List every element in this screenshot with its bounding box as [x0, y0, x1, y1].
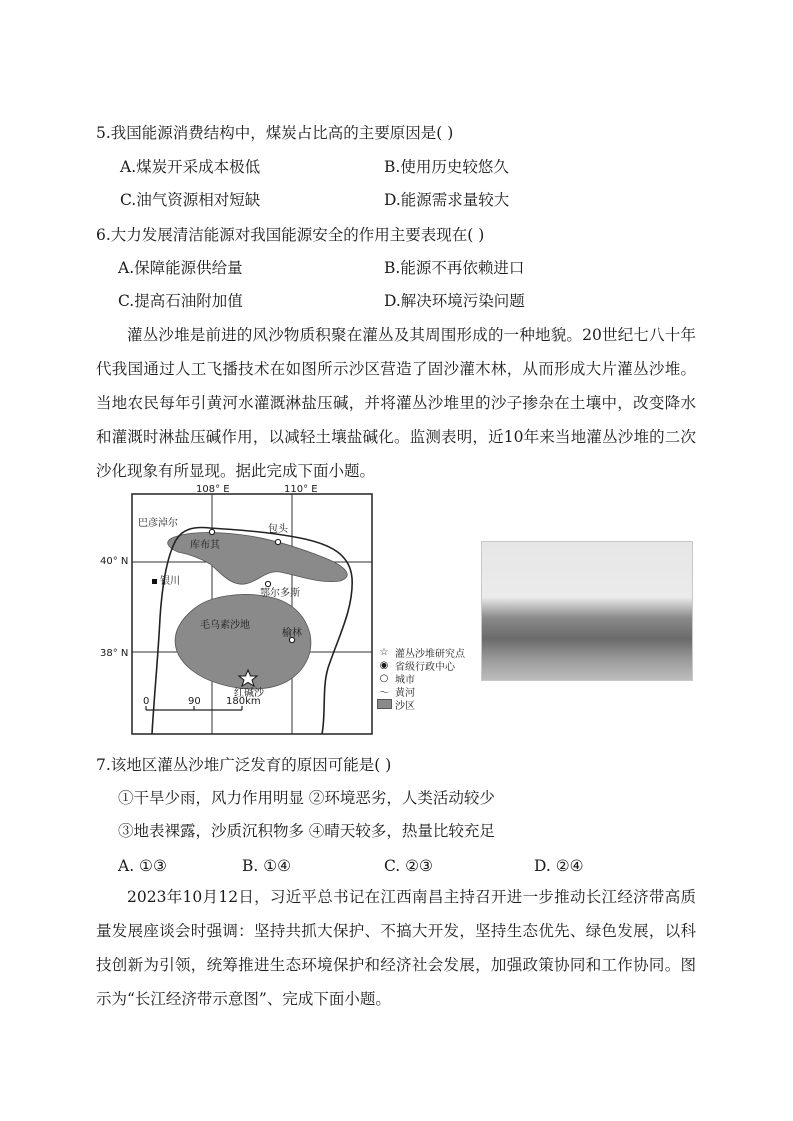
baotou-label: 包头	[268, 524, 288, 535]
q5-option-b: B.使用历史较悠久	[384, 158, 509, 176]
scale-180-label: 180km	[226, 696, 261, 707]
q7-option-b: B. ①④	[242, 857, 292, 875]
capital-dot-icon: ◉	[379, 659, 389, 671]
scale-0-label: 0	[143, 696, 150, 707]
legend-item-site	[376, 646, 486, 658]
q6-stem: 6.大力发展清洁能源对我国能源安全的作用主要表现在( )	[96, 226, 485, 244]
baotou-marker	[275, 539, 280, 544]
q5-option-c: C.油气资源相对短缺	[120, 191, 261, 209]
scale-90-label: 90	[188, 696, 201, 707]
q7-option-c: C. ②③	[384, 857, 433, 875]
map-legend	[376, 646, 486, 711]
legend-river-label: 黄河	[395, 687, 415, 699]
yinchuan-label: 银川	[160, 576, 180, 587]
lat-40-label: 40° N	[100, 556, 129, 567]
legend-item-capital	[376, 659, 486, 671]
ordos-label: 鄂尔多斯	[260, 588, 300, 599]
q6-option-d: D.解决环境污染问题	[384, 292, 525, 310]
passage-yangtze: 2023年10月12日，习近平总书记在江西南昌主持召开进一步推动长江经济带高质量发展座谈会时强调：坚持共抓大保护、不搞大开发，坚持生态优先、绿色发展，以科技创新为引领，统筹推进生态环境保护和经济社会发展，加强政策协同和工作协同。图示为“长江经济带示意图”、完成下面小题。	[96, 888, 696, 1008]
city-dot-icon: ○	[379, 672, 389, 684]
lon-108-label: 108° E	[196, 484, 230, 495]
hobq-label: 库布其	[190, 540, 220, 551]
legend-item-sand	[376, 698, 486, 710]
legend-city-label: 城市	[395, 674, 415, 686]
q5-option-d: D.能源需求量较大	[384, 191, 510, 209]
q7-stem: 7.该地区灌丛沙堆广泛发育的原因可能是( )	[96, 756, 392, 774]
passage-shrub-dunes: 灌丛沙堆是前进的风沙物质积聚在灌丛及其周围形成的一种地貌。20世纪七八十年代我国通过人工飞播技术在如图所示沙区营造了固沙灌木林，从而形成大片灌丛沙堆。当地农民每年引黄河水灌溉淋盐压碱，并将灌丛沙堆里的沙子掺杂在土壤中，改变降水和灌溉时淋盐压碱作用，以减轻土壤盐碱化。监测表明，近10年来当地灌丛沙堆的二次沙化现象有所显现。据此完成下面小题。	[96, 326, 696, 480]
sand-area-map	[100, 484, 465, 740]
q6-option-a: A.保障能源供给量	[118, 259, 243, 277]
q7-option-a: A. ①③	[118, 857, 167, 875]
yulin-label: 榆林	[282, 628, 302, 639]
q6-option-c: C.提高石油附加值	[118, 292, 243, 310]
mu-us-label: 毛乌素沙地	[200, 620, 250, 631]
lon-110-label: 110° E	[284, 484, 318, 495]
legend-sand-label: 沙区	[395, 700, 415, 712]
study-site-label: 红碱沙	[234, 688, 264, 699]
yinchuan-marker	[152, 579, 157, 584]
legend-item-river	[376, 685, 486, 697]
bayannur-label: 巴彦淖尔	[138, 518, 178, 529]
q7-statements-1: ①干旱少雨，风力作用明显 ②环境恶劣，人类活动较少	[118, 789, 495, 807]
bayannur-marker	[209, 529, 214, 534]
lat-38-label: 38° N	[100, 648, 129, 659]
sand-swatch-icon	[376, 699, 392, 709]
river-line-icon: 〜	[379, 687, 389, 699]
q5-option-a: A.煤炭开采成本极低	[120, 158, 261, 176]
q6-option-b: B.能源不再依赖进口	[384, 259, 525, 277]
legend-site-label: 灌丛沙堆研究点	[395, 648, 465, 660]
q7-option-d: D. ②④	[534, 857, 584, 875]
ordos-marker	[265, 581, 270, 586]
q7-statements-2: ③地表裸露，沙质沉积物多 ④晴天较多，热量比较充足	[118, 822, 495, 840]
shrub-dune-photo	[481, 541, 693, 681]
legend-item-city	[376, 672, 486, 684]
star-icon: ☆	[379, 646, 389, 658]
q5-stem: 5.我国能源消费结构中，煤炭占比高的主要原因是( )	[96, 124, 454, 142]
legend-capital-label: 省级行政中心	[395, 661, 455, 673]
